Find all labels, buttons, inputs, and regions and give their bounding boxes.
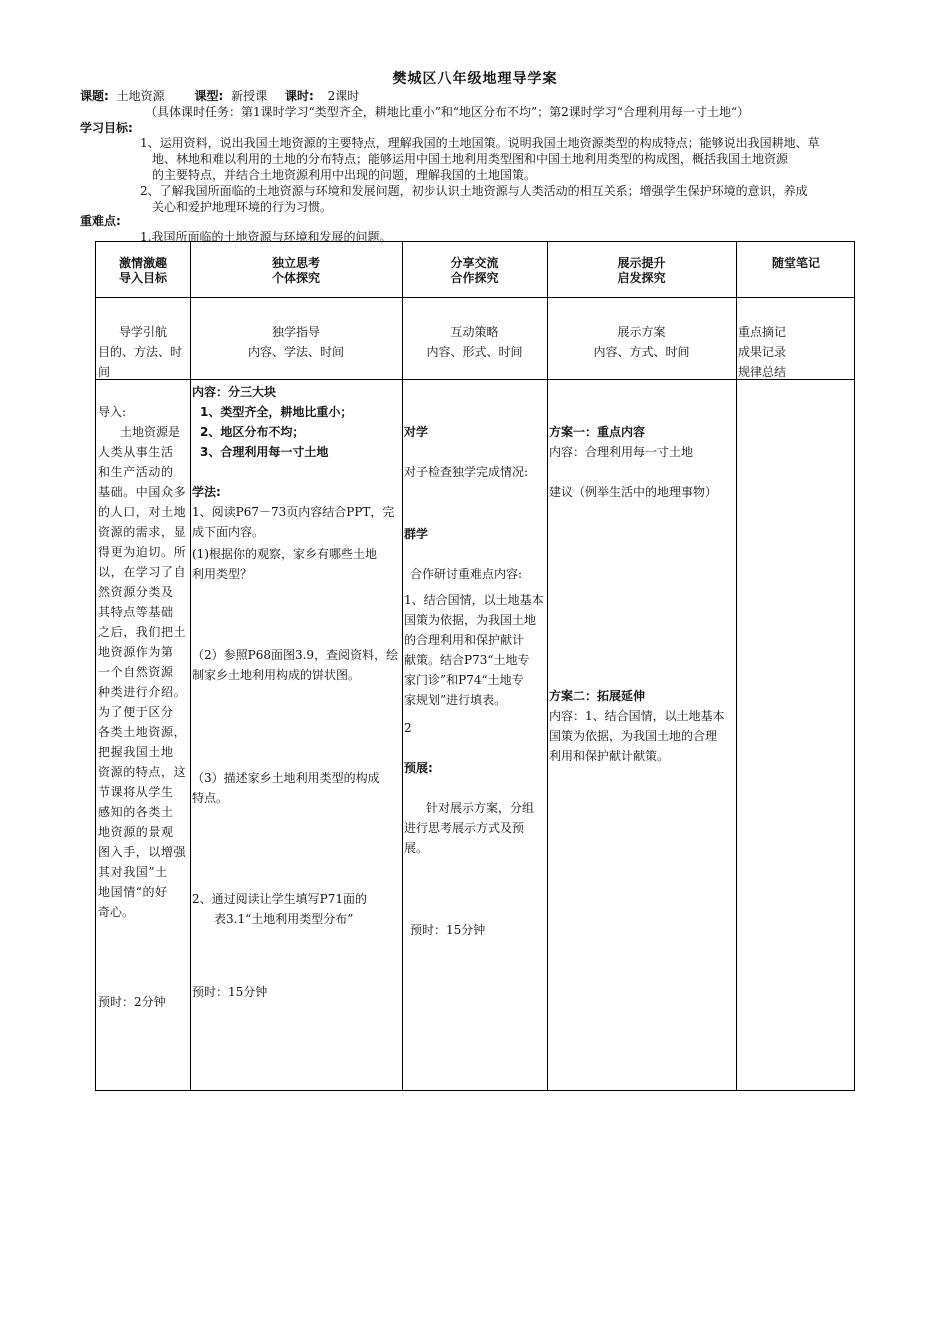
col2-method-1b-line-2: 制家乡土地利用构成的饼状图。 bbox=[192, 668, 361, 682]
col1-line: 其特点等基础 bbox=[98, 605, 174, 619]
type-label: 课型: bbox=[194, 89, 224, 103]
col2-content-title: 内容：分三大块 bbox=[192, 385, 277, 399]
col1-line: 基础。中国众多 bbox=[98, 485, 187, 499]
col1-line: 和生产活动的 bbox=[98, 465, 174, 479]
col2-method-1c-line-1: （3）描述家乡土地利用类型的构成 bbox=[192, 771, 380, 785]
goal-1 bbox=[140, 135, 880, 183]
col2-method-title: 学法: bbox=[192, 485, 221, 499]
goals-label: 学习目标: bbox=[80, 121, 133, 135]
col1-line: 为了便于区分 bbox=[98, 705, 174, 719]
col1-line: 地资源作为第 bbox=[98, 645, 174, 659]
topic-value: 土地资源 bbox=[116, 89, 165, 103]
goal-1-line-3: 的主要特点，并结合土地资源利用中出现的问题，理解我国的土地国策。 bbox=[152, 168, 537, 182]
col1-line: 感知的各类土 bbox=[98, 805, 174, 819]
col2-method-1a-line-2: 利用类型？ bbox=[192, 567, 253, 581]
subheader-col-5: 重点摘记 成果记录 规律总结 bbox=[738, 325, 787, 379]
col3-pair-text: 对子检查独学完成情况: bbox=[404, 465, 529, 479]
col1-line: 地资源的景观 bbox=[98, 825, 174, 839]
task-line: （具体课时任务：第1课时学习“类型齐全，耕地比重小”和“地区分布不均”；第2课时学习“合理利用每一寸土地“） bbox=[145, 105, 750, 119]
col1-time: 预时：2分钟 bbox=[98, 995, 166, 1009]
col2-method-2-line-2: 表3.1“土地利用类型分布” bbox=[214, 912, 354, 926]
col1-line: 以，在学习了自 bbox=[98, 565, 187, 579]
col3-preview-line-2: 进行思考展示方式及预 bbox=[404, 821, 525, 835]
lesson-meta bbox=[80, 88, 880, 104]
col4-plan2-line-1: 内容：1、结合国情，以土地基本 bbox=[549, 709, 725, 723]
col3-group-line-3: 的合理利用和保护献计 bbox=[404, 633, 525, 647]
col1-line: 然资源分类及 bbox=[98, 585, 174, 599]
col3-group-line-6: 家规划”进行填表。 bbox=[404, 693, 507, 707]
header-col-5: 随堂笔记 bbox=[771, 256, 820, 270]
subheader-col-1: 导学引航 目的、方法、时 间 bbox=[98, 325, 183, 379]
col1-line: 人类从事生活 bbox=[98, 445, 174, 459]
col3-preview-title: 预展: bbox=[404, 761, 433, 775]
header-col-1: 激情激趣 导入目标 bbox=[118, 256, 167, 285]
col1-line: 资源的特点，这 bbox=[98, 765, 187, 779]
col4-plan1-suggestion: 建议（例举生活中的地理事物） bbox=[549, 485, 718, 499]
col3-time: 预时：15分钟 bbox=[410, 923, 486, 937]
goal-2-line-2: 关心和爱护地理环境的行为习惯。 bbox=[152, 200, 333, 214]
col3-preview-line-1: 针对展示方案，分组 bbox=[426, 801, 535, 815]
col1-line: 其对我国”土 bbox=[98, 865, 168, 879]
col1-line: 之后，我们把土 bbox=[98, 625, 187, 639]
col1-line: 奇心。 bbox=[98, 905, 135, 919]
col2-item-3: 3、合理利用每一寸土地 bbox=[200, 445, 329, 459]
col1-body bbox=[98, 422, 188, 922]
lesson-table bbox=[95, 241, 855, 1091]
col1-line: 种类进行介绍。 bbox=[98, 685, 187, 699]
goal-1-line-2: 地、林地和难以利用的土地的分布特点；能够运用中国土地利用类型图和中国土地利用类型的构成图，概括我国土地资源 bbox=[152, 152, 789, 166]
hours-value: 2课时 bbox=[327, 89, 360, 103]
col1-line: 地国情“的好 bbox=[98, 885, 168, 899]
col1-line: 的人口，对土地 bbox=[98, 505, 187, 519]
subheader-col-4: 展示方案 内容、方式、时间 bbox=[593, 325, 690, 359]
col2-method-1a-line-1: (1)根据你的观察，家乡有哪些土地 bbox=[192, 547, 377, 561]
document-title: 樊城区八年级地理导学案 bbox=[392, 71, 558, 87]
col3-group-line-1: 1、结合国情，以土地基本 bbox=[404, 593, 544, 607]
subheader-col-2: 独学指导 内容、学法、时间 bbox=[247, 325, 344, 359]
col4-plan2-line-2: 国策为依据，为我国土地的合理 bbox=[549, 729, 718, 743]
hours-label: 课时: bbox=[284, 89, 314, 103]
goal-2-line-1: 2、了解我国所面临的土地资源与环境和发展问题，初步认识土地资源与人类活动的相互关系；增强学生保护环境的意识，养成 bbox=[140, 184, 808, 198]
col2-method-1b-line-1: （2）参照P68面图3.9，查阅资料，绘 bbox=[192, 648, 399, 662]
col3-group-line-5: 家门诊”和P74“土地专 bbox=[404, 673, 524, 687]
col2-item-2: 2、地区分布不均； bbox=[200, 425, 305, 439]
col1-line: 图入手，以增强 bbox=[98, 845, 187, 859]
col3-group-title: 群学 bbox=[404, 527, 429, 541]
col4-plan1-title: 方案一：重点内容 bbox=[549, 425, 646, 439]
col2-time: 预时：15分钟 bbox=[192, 985, 268, 999]
col2-item-1: 1、类型齐全，耕地比重小； bbox=[200, 405, 353, 419]
col2-method-1-line-1: 1、阅读P67－73页内容结合PPT，完 bbox=[192, 505, 395, 519]
col4-plan2-line-3: 利用和保护献计献策。 bbox=[549, 749, 670, 763]
col3-group-line-2: 国策为依据，为我国土地 bbox=[404, 613, 537, 627]
key-item: 1.我国所面临的土地资源与环境和发展的问题。 bbox=[140, 230, 392, 244]
col1-line: 节课将从学生 bbox=[98, 785, 174, 799]
col1-line: 得更为迫切。所 bbox=[98, 545, 187, 559]
col1-line: 资源的需求，显 bbox=[98, 525, 187, 539]
header-col-4: 展示提升 启发探究 bbox=[617, 256, 666, 285]
col2-method-1c-line-2: 特点。 bbox=[192, 791, 229, 805]
col1-line: 把握我国土地 bbox=[98, 745, 174, 759]
goal-2 bbox=[140, 183, 880, 215]
col3-preview-line-3: 展。 bbox=[404, 841, 429, 855]
col3-number: 2 bbox=[404, 721, 412, 735]
key-label: 重难点: bbox=[80, 214, 121, 228]
header-col-2: 独立思考 个体探究 bbox=[271, 256, 320, 285]
col4-plan2-title: 方案二：拓展延伸 bbox=[549, 689, 646, 703]
col3-group-text: 合作研讨重难点内容: bbox=[410, 567, 523, 581]
col1-line: 一个自然资源 bbox=[98, 665, 174, 679]
col3-group-line-4: 献策。结合P73“土地专 bbox=[404, 653, 530, 667]
col1-intro: 导入: bbox=[98, 405, 127, 419]
col1-line: 各类土地资源， bbox=[98, 725, 187, 739]
col2-method-1-line-2: 成下面内容。 bbox=[192, 525, 265, 539]
col3-pair-title: 对学 bbox=[404, 425, 429, 439]
col1-line: 土地资源是 bbox=[120, 425, 181, 439]
col2-method-2-line-1: 2、通过阅读让学生填写P71面的 bbox=[192, 892, 367, 906]
type-value: 新授课 bbox=[231, 89, 268, 103]
col4-plan1-content: 内容：合理利用每一寸土地 bbox=[549, 445, 694, 459]
header-col-3: 分享交流 合作探究 bbox=[450, 256, 499, 285]
topic-label: 课题: bbox=[80, 89, 109, 103]
subheader-col-3: 互动策略 内容、形式、时间 bbox=[426, 325, 523, 359]
goal-1-line-1: 1、运用资料，说出我国土地资源的主要特点，理解我国的土地国策。说明我国土地资源类型的构成特点；能够说出我国耕地、草 bbox=[140, 136, 820, 150]
